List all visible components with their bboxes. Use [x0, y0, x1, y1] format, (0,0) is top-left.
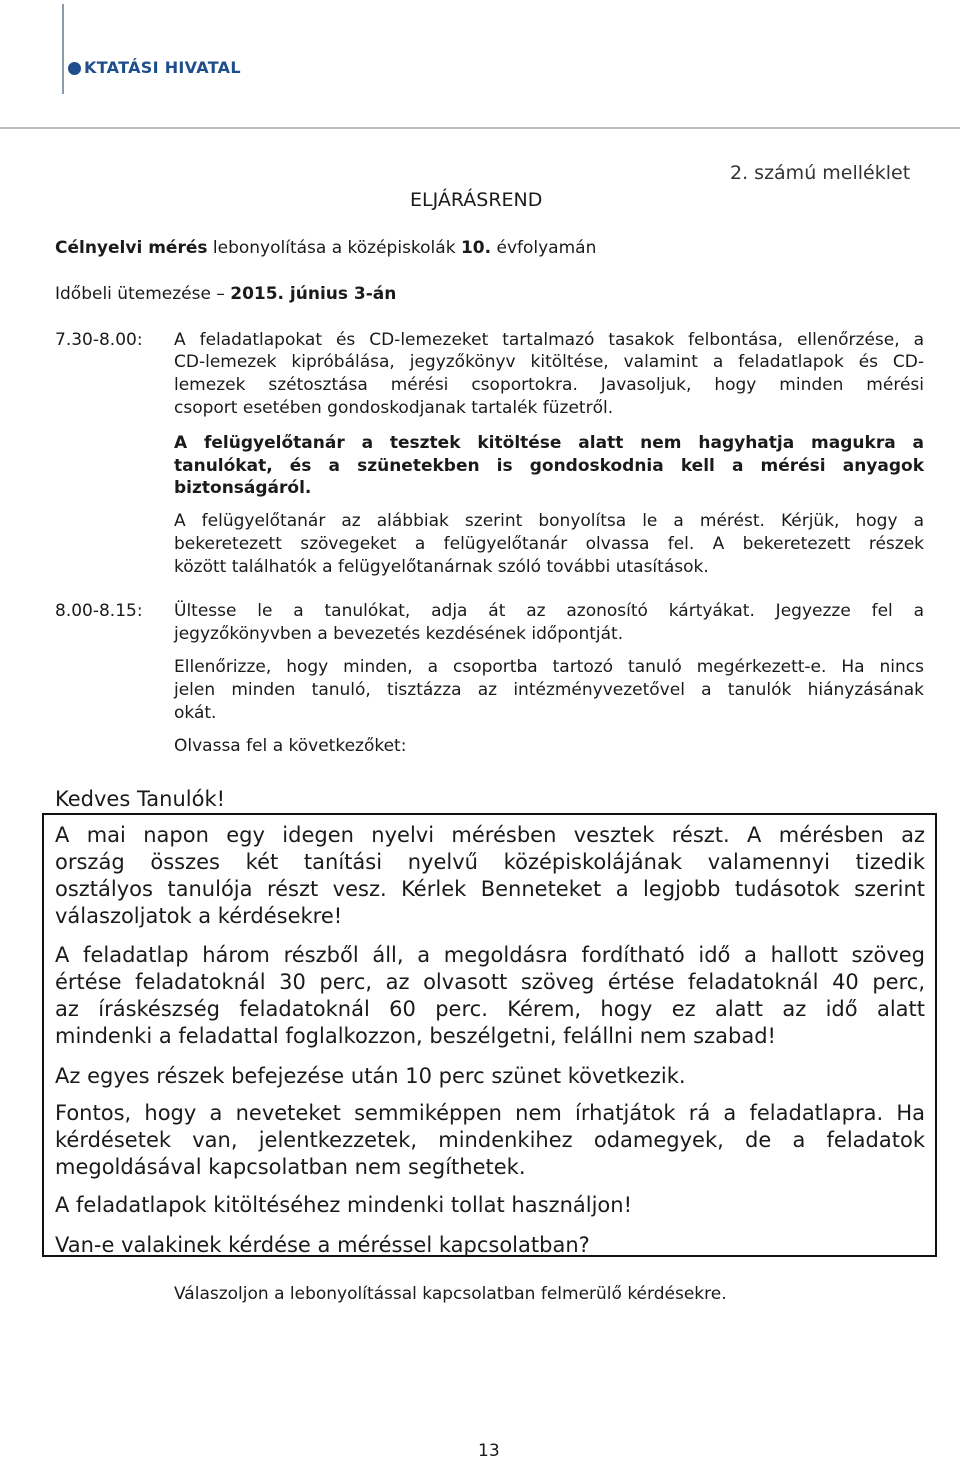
box-p1-l2: ország összes két tanítási nyelvű középiskolájának valamennyi tizedik	[55, 850, 925, 874]
box-p1-l1: A mai napon egy idegen nyelvi mérésben vesztek részt. A mérésben az	[55, 823, 925, 847]
logo: KTATÁSI HIVATAL	[84, 58, 241, 77]
box-p6: Van-e valakinek kérdése a méréssel kapcsolatban?	[55, 1233, 590, 1257]
warning-line-3: biztonságáról.	[174, 478, 312, 498]
note-line-2: bekeretezett szövegeket a felügyelőtanár olvassa fel. A bekeretezett részek	[174, 534, 924, 554]
greeting: Kedves Tanulók!	[55, 787, 226, 811]
schedule-text-1d: csoport esetében gondoskodjanak tartalék füzetről.	[174, 398, 614, 418]
intro-line-2: Időbeli ütemezése – 2015. június 3-án	[55, 284, 397, 304]
box-p2-l4: mindenki a feladattal foglalkozzon, beszélgetni, felállni nem szabad!	[55, 1024, 776, 1048]
note-line-1: A felügyelőtanár az alábbiak szerint bonyolítsa le a mérést. Kérjük, hogy a	[174, 511, 924, 531]
schedule-text-1b: CD-lemezek kipróbálása, jegyzőkönyv kitöltése, valamint a feladatlapok és CD-	[174, 352, 924, 372]
page-title: ELJÁRÁSREND	[410, 189, 543, 211]
box-p1-l3: osztályos tanulója részt vesz. Kérlek Benneteket a legjobb tudásotok szerint	[55, 877, 925, 901]
read-aloud-instruction: Olvassa fel a következőket:	[174, 736, 407, 756]
annex-label: 2. számú melléklet	[730, 162, 911, 184]
header-rule	[0, 127, 960, 129]
box-p4-l1: Fontos, hogy a neveteket semmiképpen nem írhatjátok rá a feladatlapra. Ha	[55, 1101, 925, 1125]
logo-o-mark	[68, 62, 81, 75]
box-p4-l2: kérdésetek van, jelentkezzetek, mindenkihez odamegyek, de a feladatok	[55, 1128, 925, 1152]
check-line-2: jelen minden tanuló, tisztázza az intézményvezetővel a tanulók hiányzásának	[174, 680, 924, 700]
schedule-text-1a: A feladatlapokat és CD-lemezeket tartalmazó tasakok felbontása, ellenőrzése, a	[174, 330, 924, 350]
page-number: 13	[478, 1441, 500, 1461]
schedule-time-1: 7.30-8.00:	[55, 330, 143, 350]
box-p4-l3: megoldásával kapcsolatban nem segíthetek.	[55, 1155, 526, 1179]
intro-line-1: Célnyelvi mérés lebonyolítása a középiskolák 10. évfolyamán	[55, 238, 597, 258]
box-p5: A feladatlapok kitöltéséhez mindenki tollat használjon!	[55, 1193, 632, 1217]
schedule-text-2b: jegyzőkönyvben a bevezetés kezdésének időpontját.	[174, 624, 624, 644]
box-p2-l2: értése feladatoknál 30 perc, az olvasott szöveg értése feladatoknál 40 perc,	[55, 970, 925, 994]
check-line-3: okát.	[174, 703, 217, 723]
warning-line-1: A felügyelőtanár a tesztek kitöltése alatt nem hagyhatja magukra a	[174, 433, 924, 453]
schedule-time-2: 8.00-8.15:	[55, 601, 143, 621]
schedule-text-2a: Ültesse le a tanulókat, adja át az azonosító kártyákat. Jegyezze fel a	[174, 601, 924, 621]
box-p3: Az egyes részek befejezése után 10 perc szünet következik.	[55, 1064, 686, 1088]
schedule-text-1c: lemezek szétosztása mérési csoportokra. Javasoljuk, hogy minden mérési	[174, 375, 924, 395]
note-line-3: között találhatók a felügyelőtanárnak szóló további utasítások.	[174, 557, 709, 577]
logo-divider	[62, 4, 64, 94]
box-p2-l1: A feladatlap három részből áll, a megoldásra fordítható idő a hallott szöveg	[55, 943, 925, 967]
box-p1-l4: válaszoljatok a kérdésekre!	[55, 904, 343, 928]
box-p2-l3: az íráskészség feladatoknál 60 perc. Kérem, hogy ez alatt az idő alatt	[55, 997, 925, 1021]
warning-line-2: tanulókat, és a szünetekben is gondoskodnia kell a mérési anyagok	[174, 456, 924, 476]
check-line-1: Ellenőrizze, hogy minden, a csoportba tartozó tanuló megérkezett-e. Ha nincs	[174, 657, 924, 677]
footer-instruction: Válaszoljon a lebonyolítással kapcsolatban felmerülő kérdésekre.	[174, 1284, 727, 1304]
